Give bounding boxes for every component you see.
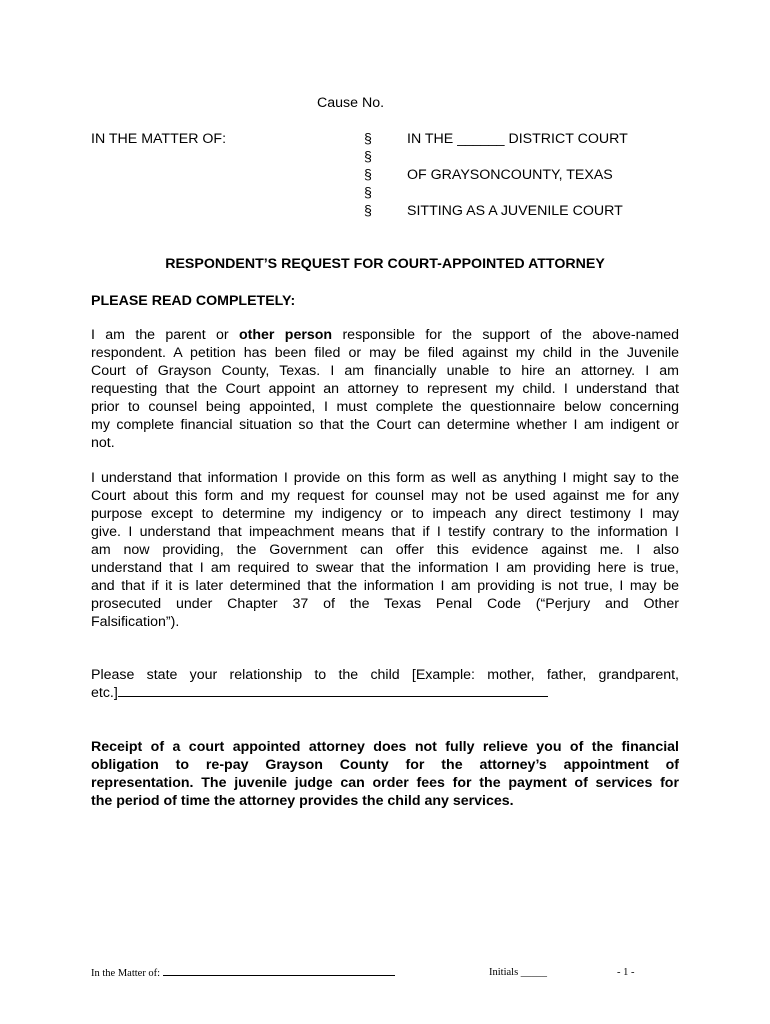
relationship-etc: etc.] xyxy=(91,685,118,701)
court-line-district: IN THE ______ DISTRICT COURT xyxy=(407,131,628,147)
relationship-line xyxy=(91,684,548,702)
section-symbol: § xyxy=(364,131,372,147)
section-symbol: § xyxy=(364,167,372,183)
para2-line: Falsification”). xyxy=(91,614,180,630)
para1-line: Court of Grayson County, Texas. I am financially unable to hire an attorney. I am xyxy=(91,363,679,379)
footer-initials: Initials _____ xyxy=(489,967,548,978)
para1-line: prior to counsel being appointed, I must complete the questionnaire below concerning xyxy=(91,399,679,415)
relationship-input-line[interactable] xyxy=(118,684,548,697)
footer-matter-label: In the Matter of: xyxy=(91,968,161,979)
para2-line: purpose except to determine my indigency or to impeach any direct testimony I may xyxy=(91,506,679,522)
para2-line: am now providing, the Government can offer this evidence against me. I also xyxy=(91,542,679,558)
para2-line: give. I understand that impeachment means that if I testify contrary to the information I xyxy=(91,524,679,540)
document-title: RESPONDENT’S REQUEST FOR COURT-APPOINTED ATTORNEY xyxy=(165,256,605,272)
para1-line: requesting that the Court appoint an attorney to represent my child. I understand that xyxy=(91,381,679,397)
para1-line: my complete financial situation so that the Court can determine whether I am indigent or xyxy=(91,417,679,433)
section-symbol: § xyxy=(364,185,372,201)
para1-line xyxy=(91,326,679,344)
para2-line: I understand that information I provide on this form as well as anything I might say to the xyxy=(91,470,679,486)
para1-text: responsible for the support of the above-named xyxy=(342,327,680,343)
notice-line: representation. The juvenile judge can order fees for the payment of services for xyxy=(91,775,679,791)
para1-line: respondent. A petition has been filed or may be filed against my child in the Juvenile xyxy=(91,345,679,361)
court-line-county: OF GRAYSONCOUNTY, TEXAS xyxy=(407,167,613,183)
section-symbol: § xyxy=(364,149,372,165)
notice-line: obligation to re-pay Grayson County for the attorney’s appointment of xyxy=(91,757,679,773)
notice-line: Receipt of a court appointed attorney does not fully relieve you of the financial xyxy=(91,739,679,755)
para1-text: I am the parent or xyxy=(91,327,229,343)
para2-line: Court about this form and my request for counsel may not be used against me for any xyxy=(91,488,679,504)
page-number: - 1 - xyxy=(617,967,635,978)
section-symbol: § xyxy=(364,203,372,219)
para2-line: prosecuted under Chapter 37 of the Texas Penal Code (“Perjury and Other xyxy=(91,596,679,612)
para1-line: not. xyxy=(91,435,115,451)
court-line-juvenile: SITTING AS A JUVENILE COURT xyxy=(407,203,623,219)
footer-matter-line[interactable] xyxy=(163,966,395,976)
para2-line: understand that I am required to swear that the information I am providing here is true, xyxy=(91,560,679,576)
footer-matter xyxy=(91,966,395,980)
notice-line: the period of time the attorney provides the child any services. xyxy=(91,793,514,809)
cause-number-label: Cause No. xyxy=(317,95,385,111)
para2-line: and that if it is later determined that the information I am providing is not true, I may be xyxy=(91,578,679,594)
para1-bold-text: other person xyxy=(238,327,333,343)
please-read-heading: PLEASE READ COMPLETELY: xyxy=(91,293,296,309)
relationship-question: Please state your relationship to the child [Example: mother, father, grandparent, xyxy=(91,667,679,683)
matter-label: IN THE MATTER OF: xyxy=(91,131,227,147)
